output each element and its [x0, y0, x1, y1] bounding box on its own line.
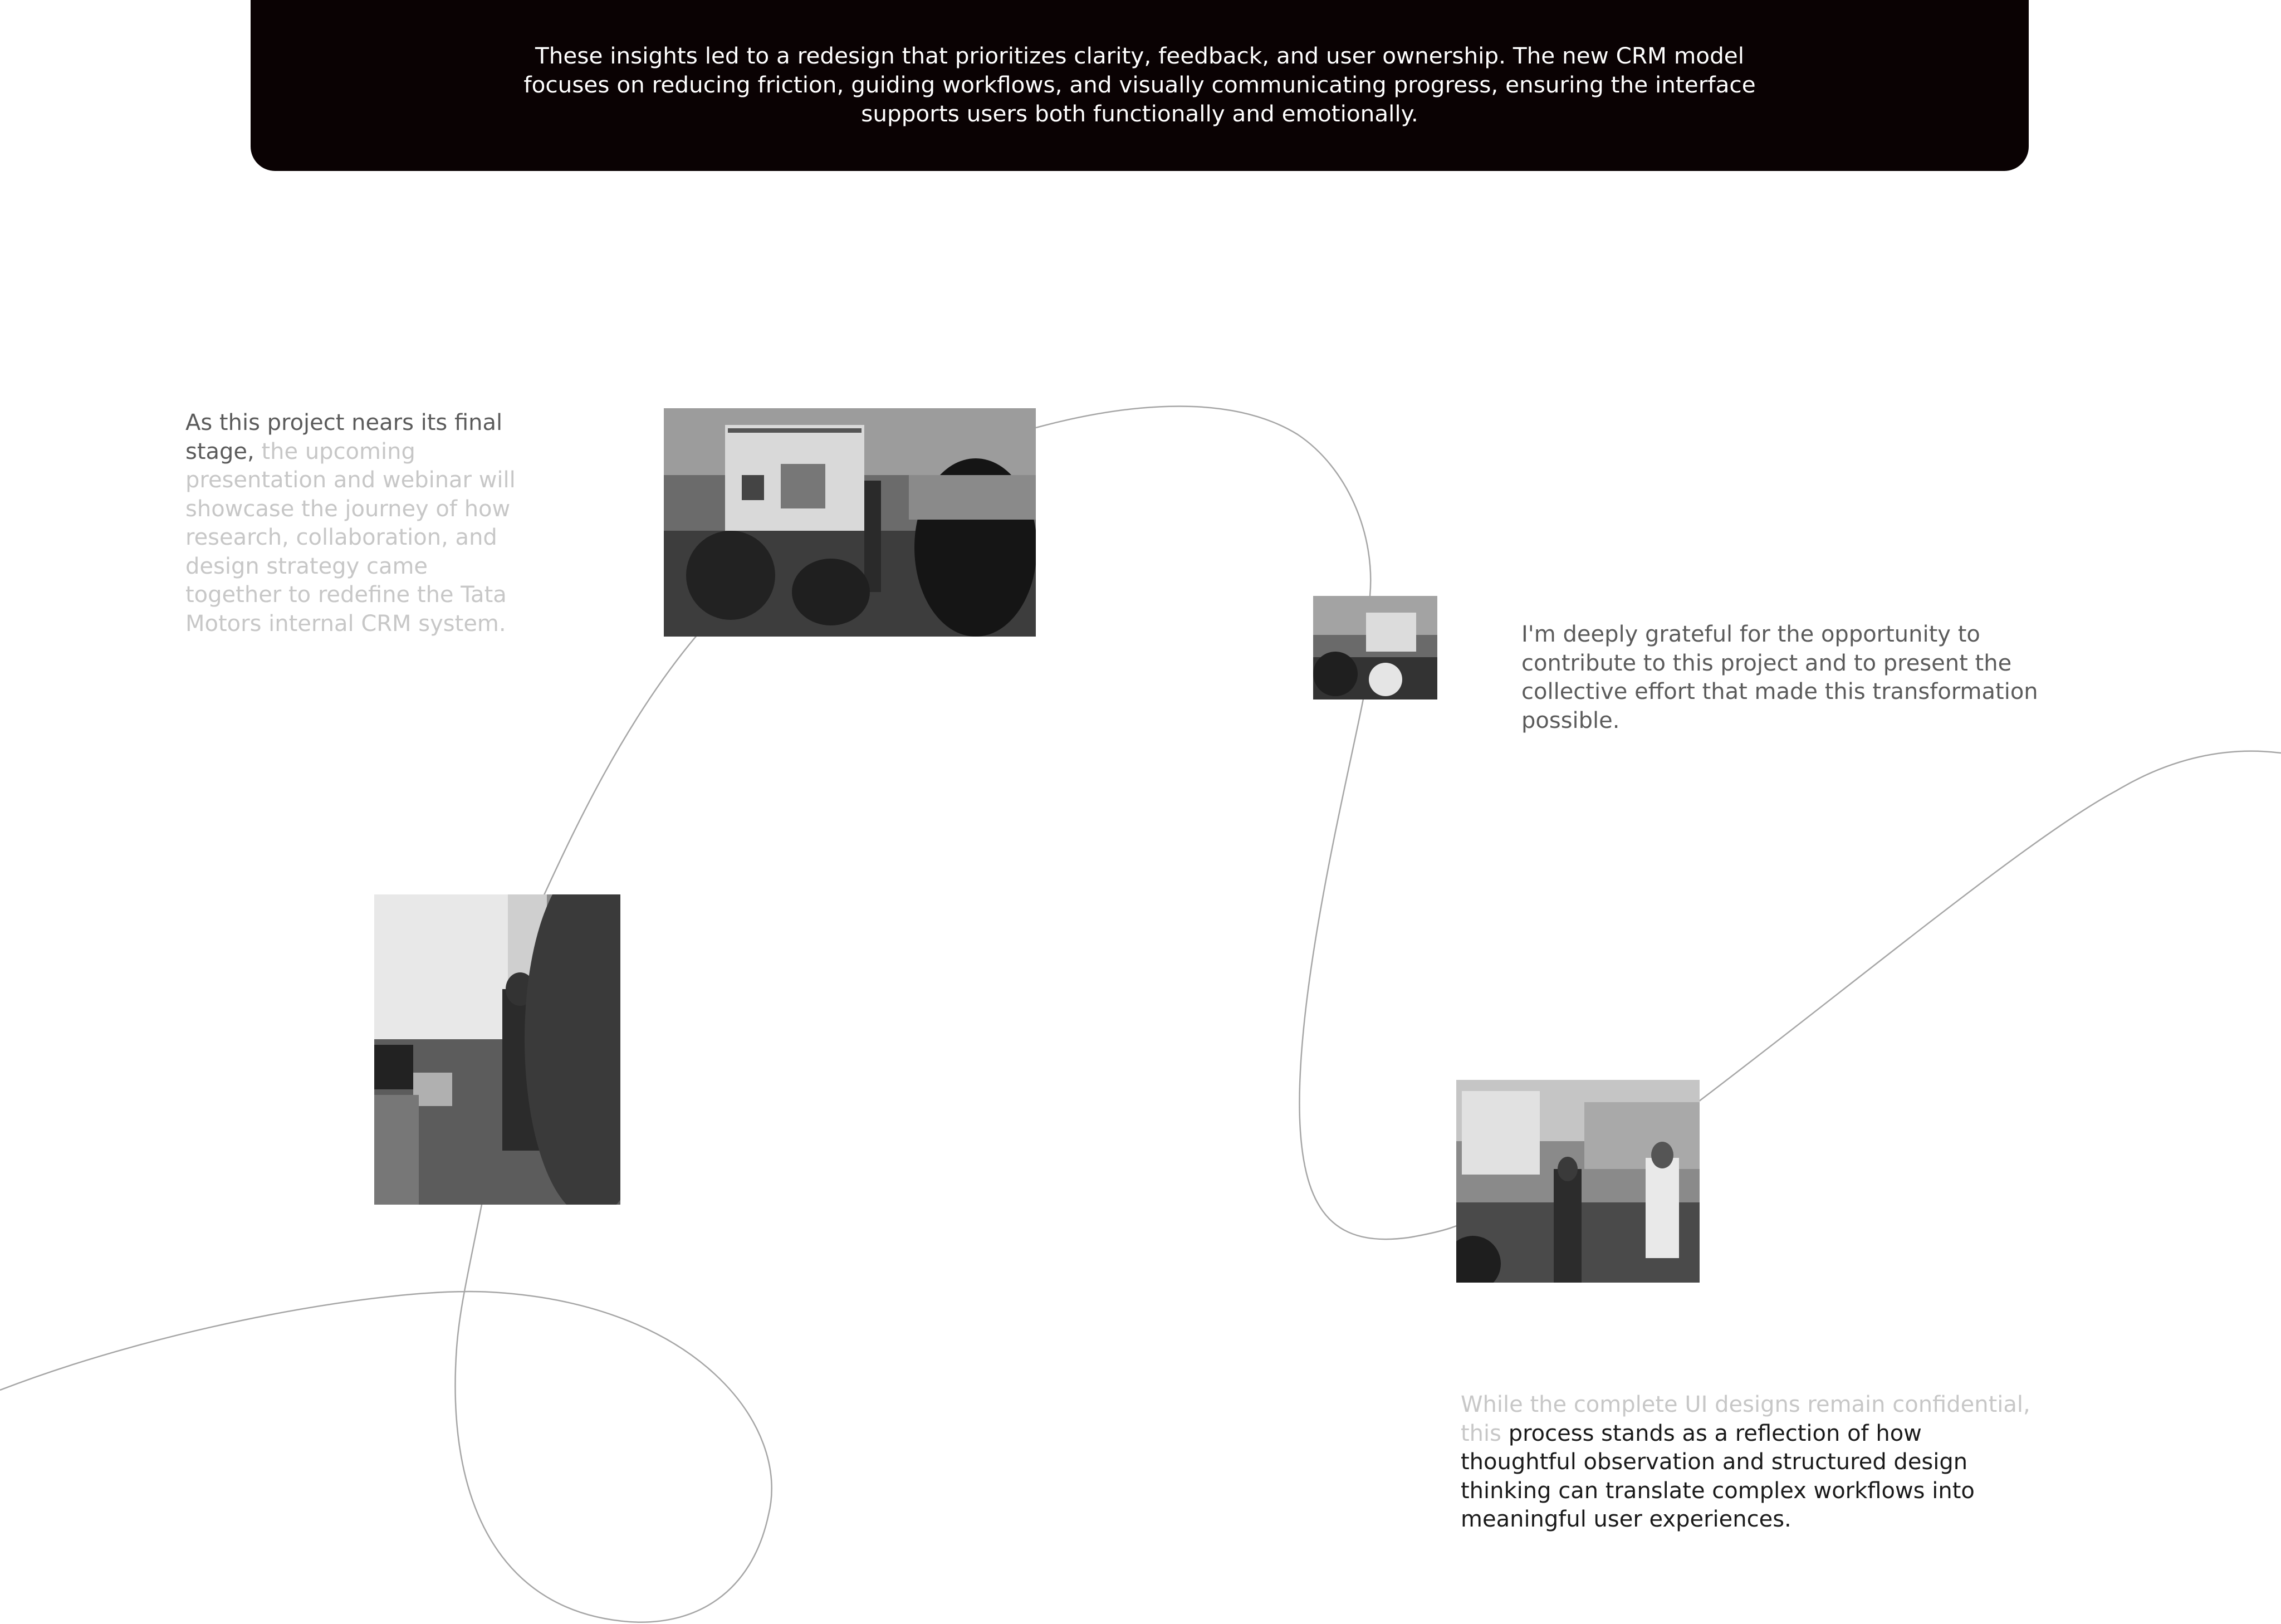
intro-muted: the upcoming presentation and webinar will showcase the journey of how research, collaboration, and design strategy came together to redefine the Tata Motors internal CRM system. [185, 438, 516, 637]
intro-highlight: As this project nears its final stage, [185, 410, 503, 464]
summary-banner-text: These insights led to a redesign that prioritizes clarity, feedback, and user ownership. The new CRM model focuses on reducing friction, guiding workflows, and visually communicating progress, ensuring the interface supports users both functionally and emotionally. [523, 42, 1756, 127]
presentation-photo-4 [1456, 1080, 1700, 1283]
closing-highlight: process stands as a reflection of how thoughtful observation and structured design thinking can translate complex workflows into meaningful user experiences. [1461, 1420, 1975, 1532]
presentation-photo-2 [1313, 596, 1437, 700]
gratitude-paragraph: I'm deeply grateful for the opportunity to contribute to this project and to present the collective effort that made this transformation possible. [1521, 622, 2038, 733]
closing-muted: While the complete UI designs remain confidential, this [1461, 1392, 2030, 1446]
summary-banner [251, 0, 2029, 171]
presentation-photo-1 [664, 408, 1036, 637]
intro-paragraph [185, 409, 520, 638]
closing-paragraph [1461, 1391, 2040, 1534]
presentation-photo-3 [374, 894, 620, 1205]
